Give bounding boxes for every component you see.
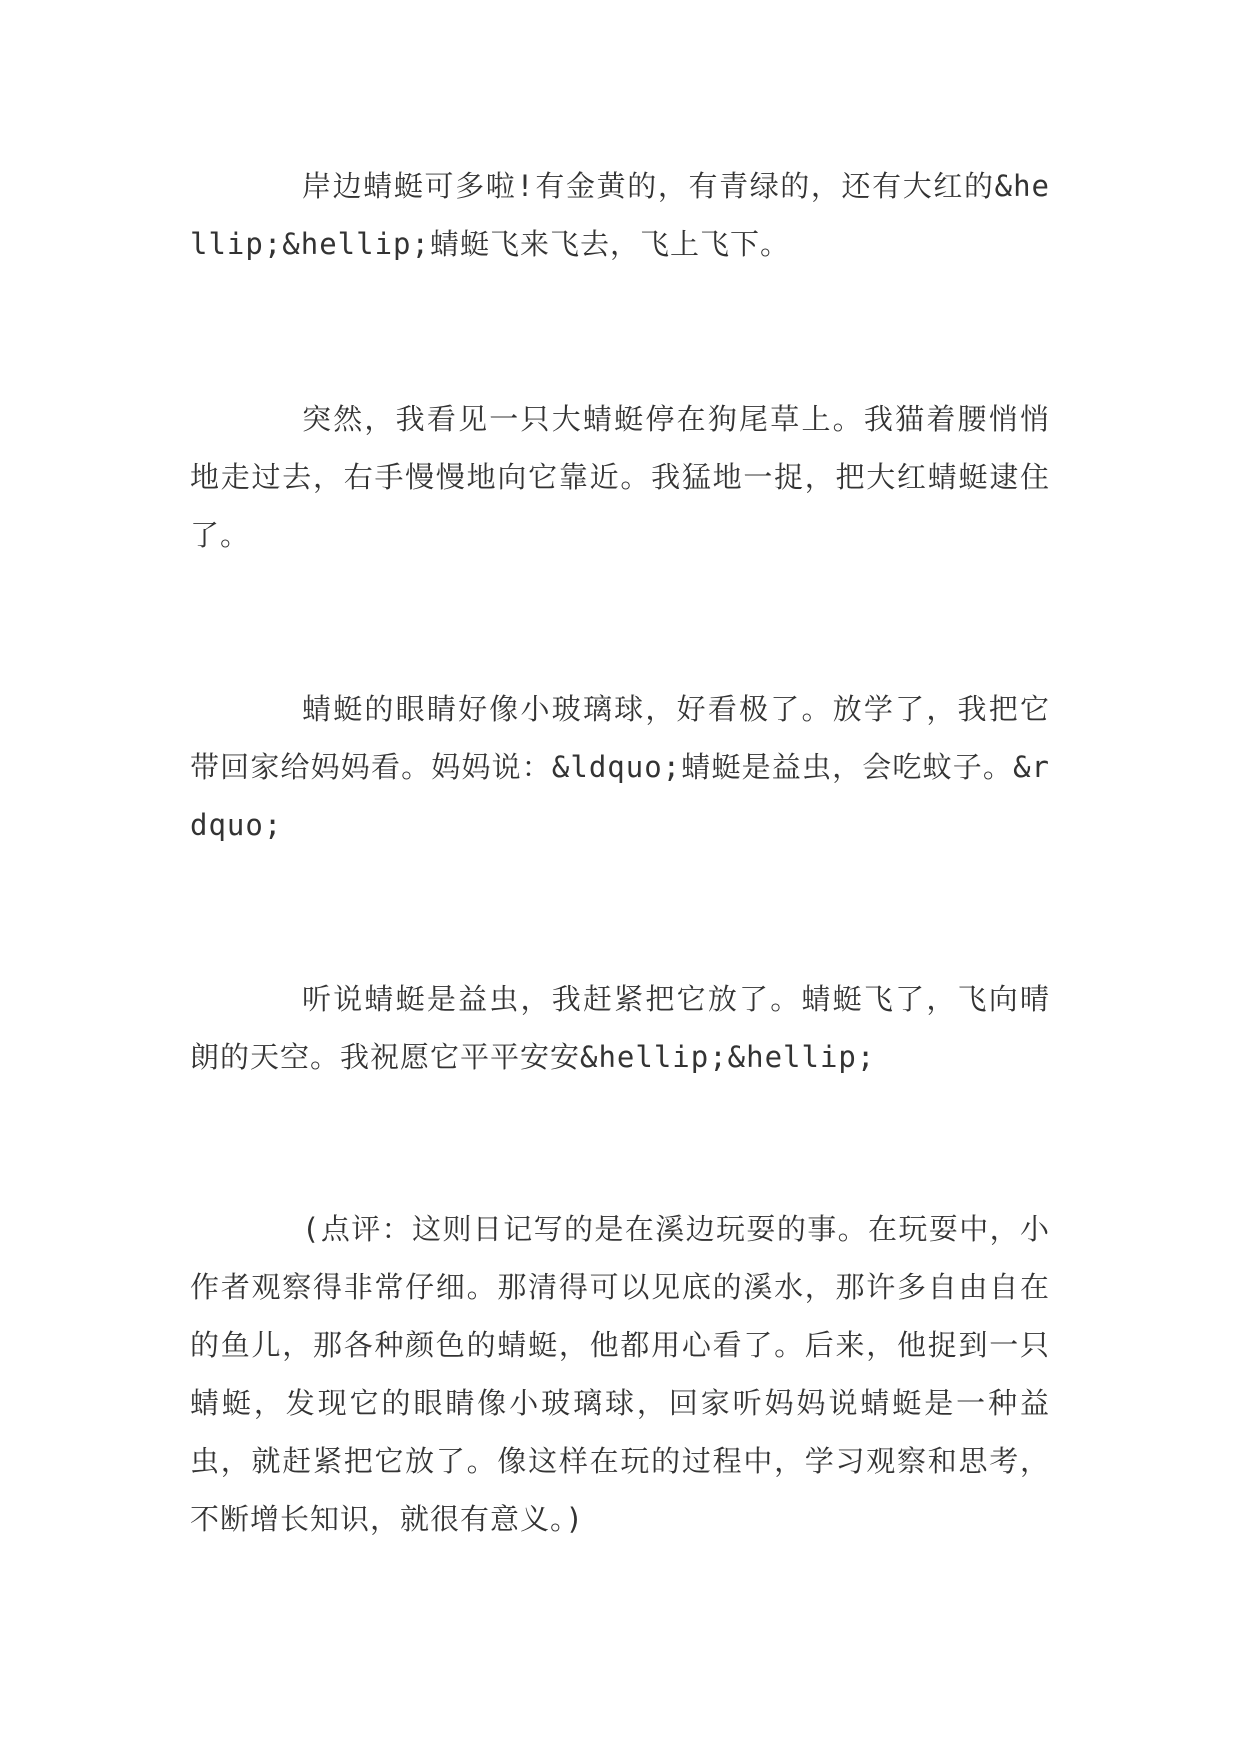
paragraph-mother-says: 蜻蜓的眼睛好像小玻璃球，好看极了。放学了，我把它带回家给妈妈看。妈妈说：&ldquo;蜻蜓是益虫，会吃蚊子。&rdquo; xyxy=(190,692,1050,842)
paragraph-release-dragonfly: 听说蜻蜓是益虫，我赶紧把它放了。蜻蜓飞了，飞向晴朗的天空。我祝愿它平平安安&hellip;&hellip; xyxy=(190,982,1050,1074)
paragraph-dragonfly-colors: 岸边蜻蜓可多啦!有金黄的，有青绿的，还有大红的&hellip;&hellip;蜻蜓飞来飞去，飞上飞下。 xyxy=(190,169,1050,261)
paragraph-catching-dragonfly: 突然，我看见一只大蜻蜓停在狗尾草上。我猫着腰悄悄地走过去，右手慢慢地向它靠近。我猛地一捉，把大红蜻蜓逮住了。 xyxy=(190,402,1050,552)
paragraph-commentary: (点评：这则日记写的是在溪边玩耍的事。在玩耍中，小作者观察得非常仔细。那清得可以见底的溪水，那许多自由自在的鱼儿，那各种颜色的蜻蜓，他都用心看了。后来，他捉到一只蜻蜓，发现它的眼睛像小玻璃球，回家听妈妈说蜻蜓是一种益虫，就赶紧把它放了。像这样在玩的过程中，学习观察和思考，不断增长知识，就很有意义。) xyxy=(190,1212,1050,1536)
